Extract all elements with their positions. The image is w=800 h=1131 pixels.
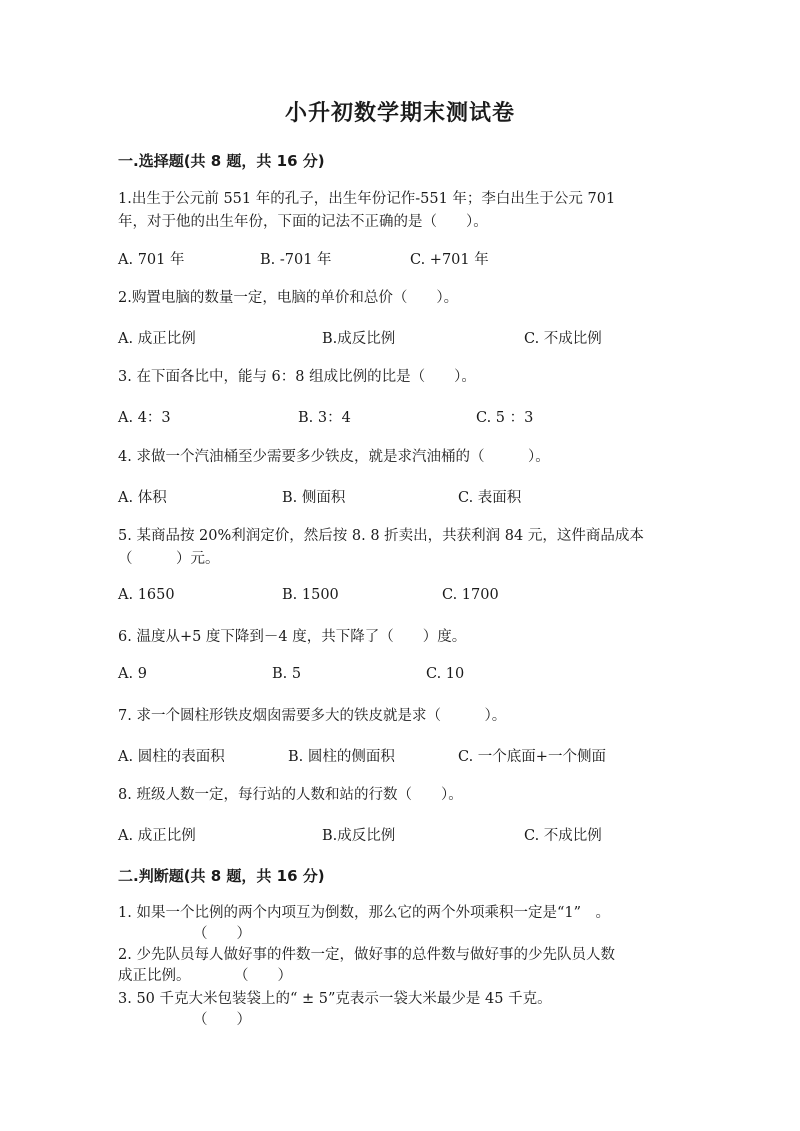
question-text-line: 年，对于他的出生年份，下面的记法不正确的是（ ）。 bbox=[118, 214, 488, 230]
option-c[interactable]: C. 1700 bbox=[442, 587, 499, 603]
question-text-line: 7. 求一个圆柱形铁皮烟囱需要多大的铁皮就是求（ ）。 bbox=[118, 708, 507, 724]
option-a[interactable]: A. 成正比例 bbox=[118, 331, 196, 347]
option-b[interactable]: B. 5 bbox=[272, 666, 302, 682]
options-8 bbox=[118, 824, 678, 848]
question-6 bbox=[118, 626, 678, 649]
option-b[interactable]: B. -701 年 bbox=[260, 252, 332, 268]
option-c[interactable]: C. +701 年 bbox=[410, 252, 489, 268]
option-b[interactable]: B. 侧面积 bbox=[282, 490, 346, 506]
options-5 bbox=[118, 587, 678, 611]
question-4 bbox=[118, 446, 678, 469]
question-1 bbox=[118, 188, 678, 234]
page-title: 小升初数学期末测试卷 bbox=[284, 101, 515, 126]
question-text-line: 5. 某商品按 20%利润定价，然后按 8. 8 折卖出，共获利润 84 元，这件商品成本 bbox=[118, 528, 644, 544]
question-8 bbox=[118, 784, 678, 807]
question-text-line: 1. 如果一个比例的两个内项互为倒数，那么它的两个外项乘积一定是“1” 。 bbox=[118, 905, 610, 921]
option-c[interactable]: C. 一个底面+一个侧面 bbox=[458, 749, 606, 765]
option-c[interactable]: C. 不成比例 bbox=[524, 828, 602, 844]
option-a[interactable]: A. 圆柱的表面积 bbox=[118, 749, 225, 765]
question-text-line: 3. 在下面各比中，能与 6：8 组成比例的比是（ ）。 bbox=[118, 369, 476, 385]
option-a[interactable]: A. 成正比例 bbox=[118, 828, 196, 844]
options-4 bbox=[118, 486, 678, 510]
question-text-line: 2.购置电脑的数量一定，电脑的单价和总价（ ）。 bbox=[118, 290, 459, 306]
option-b[interactable]: B.成反比例 bbox=[322, 331, 396, 347]
question-text-line: 8. 班级人数一定，每行站的人数和站的行数（ ）。 bbox=[118, 787, 463, 803]
option-b[interactable]: B. 1500 bbox=[282, 587, 339, 603]
option-b[interactable]: B.成反比例 bbox=[322, 828, 396, 844]
judge-question-2 bbox=[118, 945, 678, 987]
option-b[interactable]: B. 圆柱的侧面积 bbox=[288, 749, 395, 765]
question-text-line: 2. 少先队员每人做好事的件数一定，做好事的总件数与做好事的少先队员人数 bbox=[118, 947, 615, 963]
judge-question-1 bbox=[118, 903, 678, 945]
question-text-line: 4. 求做一个汽油桶至少需要多少铁皮，就是求汽油桶的（ ）。 bbox=[118, 449, 550, 465]
answer-paren[interactable]: （ ） bbox=[193, 1012, 251, 1028]
judge-question-3 bbox=[118, 989, 678, 1031]
option-a[interactable]: A. 9 bbox=[118, 666, 147, 682]
question-2 bbox=[118, 287, 678, 310]
section-heading-choice: 一.选择题(共 8 题，共 16 分) bbox=[118, 152, 325, 170]
question-text-line: （ ）元。 bbox=[118, 551, 220, 567]
question-text-line: 6. 温度从+5 度下降到－4 度，共下降了（ ）度。 bbox=[118, 629, 467, 645]
options-6 bbox=[118, 666, 678, 690]
options-3 bbox=[118, 406, 678, 430]
options-7 bbox=[118, 745, 678, 769]
option-c[interactable]: C. 5 ：3 bbox=[476, 410, 534, 426]
options-2 bbox=[118, 327, 678, 351]
option-c[interactable]: C. 表面积 bbox=[458, 490, 522, 506]
option-b[interactable]: B. 3：4 bbox=[298, 410, 351, 426]
section-heading-judge: 二.判断题(共 8 题，共 16 分) bbox=[118, 867, 325, 885]
question-text-line: 1.出生于公元前 551 年的孔子，出生年份记作-551 年；李白出生于公元 701 bbox=[118, 191, 616, 207]
option-a[interactable]: A. 701 年 bbox=[118, 252, 185, 268]
question-text-line: 3. 50 千克大米包装袋上的“ ± 5”克表示一袋大米最少是 45 千克。 bbox=[118, 991, 552, 1007]
option-a[interactable]: A. 4：3 bbox=[118, 410, 171, 426]
option-a[interactable]: A. 体积 bbox=[118, 490, 167, 506]
question-text-line[interactable]: 成正比例。 （ ） bbox=[118, 968, 292, 984]
option-a[interactable]: A. 1650 bbox=[118, 587, 175, 603]
option-c[interactable]: C. 不成比例 bbox=[524, 331, 602, 347]
option-c[interactable]: C. 10 bbox=[426, 666, 465, 682]
options-1 bbox=[118, 248, 678, 272]
question-5 bbox=[118, 525, 678, 571]
answer-paren[interactable]: （ ） bbox=[193, 926, 251, 942]
question-7 bbox=[118, 705, 678, 728]
question-3 bbox=[118, 366, 678, 389]
